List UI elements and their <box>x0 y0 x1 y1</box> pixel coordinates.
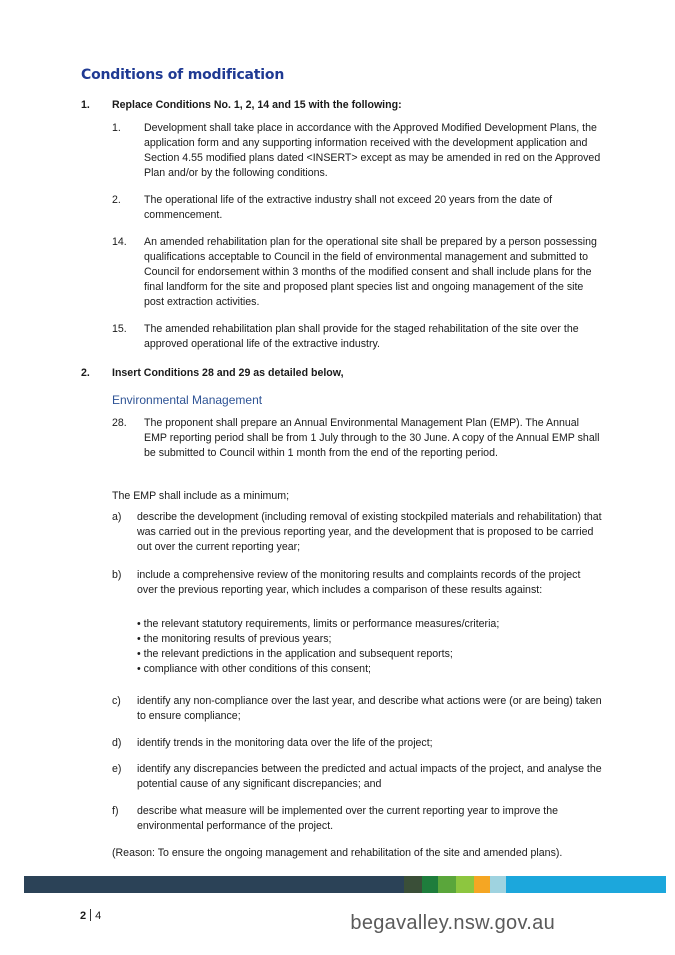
list-item-e <box>112 762 602 792</box>
condition-text: The amended rehabilitation plan shall provide for the staged rehabilitation of the site over the approved operational life of the extractive industry. <box>144 323 579 350</box>
condition-number: 1. <box>112 122 121 134</box>
list-label: e) <box>112 763 122 775</box>
footer-color-bar <box>24 876 666 893</box>
footer-bar-segment <box>24 876 404 893</box>
condition-number: 15. <box>112 323 127 335</box>
emp-intro: The EMP shall include as a minimum; <box>112 490 290 502</box>
condition-number: 28. <box>112 417 127 429</box>
condition-text: The operational life of the extractive industry shall not exceed 20 years from the date of commencement. <box>144 194 553 221</box>
page-total: 4 <box>95 910 102 922</box>
section-title: Insert Conditions 28 and 29 as detailed below, <box>112 367 344 379</box>
list-label: f) <box>112 805 119 817</box>
subheading-environmental-management: Environmental Management <box>112 393 263 407</box>
list-item-b <box>112 568 602 598</box>
condition-14 <box>112 235 602 310</box>
list-text: describe the development (including removal of existing stockpiled materials and rehabilitation) that was carried out in the previous reporting year, and the development that is proposed to be carried out over the current reporting year; <box>137 511 602 553</box>
list-item-c <box>112 694 602 724</box>
list-text: describe what measure will be implemented over the current reporting year to improve the environmental performance of the project. <box>137 805 559 832</box>
list-text: identify any discrepancies between the predicted and actual impacts of the project, and analyse the potential cause of any significant discrepancies; and <box>137 763 602 790</box>
condition-2 <box>112 193 602 223</box>
condition-text: An amended rehabilitation plan for the operational site shall be prepared by a person possessing qualifications acceptable to Council in the field of environmental management and submitted to Council for endorsement within 3 months of the modified consent and shall include plans for the final landform for the site and proposed plant species list and ongoing management of the site post extraction activities. <box>144 236 597 308</box>
list-label: c) <box>112 695 121 707</box>
section-number: 2. <box>81 367 90 379</box>
list-item-a <box>112 510 602 555</box>
footer-bar-segment <box>490 876 506 893</box>
bullet-item: • compliance with other conditions of this consent; <box>137 663 371 675</box>
list-item-f <box>112 804 602 834</box>
list-text: include a comprehensive review of the monitoring results and complaints records of the project over the previous reporting year, which includes a comparison of these results against: <box>137 569 581 596</box>
footer-bar-segment <box>506 876 666 893</box>
list-text: identify any non-compliance over the last year, and describe what actions were (or are being) taken to ensure compliance; <box>137 695 602 722</box>
condition-number: 14. <box>112 236 127 248</box>
footer-bar-segment <box>422 876 438 893</box>
condition-28 <box>112 416 602 461</box>
page-heading: Conditions of modification <box>81 67 285 83</box>
condition-1 <box>112 121 602 181</box>
footer-bar-segment <box>438 876 456 893</box>
reason-text: (Reason: To ensure the ongoing management and rehabilitation of the site and amended plans). <box>112 847 563 859</box>
list-label: d) <box>112 737 122 749</box>
page-number <box>80 909 101 922</box>
section-title: Replace Conditions No. 1, 2, 14 and 15 with the following: <box>112 99 402 111</box>
list-text: identify trends in the monitoring data over the life of the project; <box>137 737 433 749</box>
footer-bar-segment <box>404 876 422 893</box>
bullet-item: • the relevant predictions in the application and subsequent reports; <box>137 648 453 660</box>
footer-bar-segment <box>456 876 474 893</box>
website-url: begavalley.nsw.gov.au <box>350 912 555 934</box>
bullet-list <box>137 617 597 677</box>
condition-text: The proponent shall prepare an Annual Environmental Management Plan (EMP). The Annual EMP reporting period shall be from 1 July through to the 30 June. A copy of the Annual EMP shall be submitted to Council within 1 month from the end of the reporting period. <box>144 417 603 459</box>
condition-15 <box>112 322 602 352</box>
page-current: 2 <box>80 910 87 922</box>
bullet-item: • the monitoring results of previous years; <box>137 633 332 645</box>
condition-number: 2. <box>112 194 121 206</box>
section-number: 1. <box>81 99 90 111</box>
page-separator <box>90 909 91 921</box>
bullet-item: • the relevant statutory requirements, limits or performance measures/criteria; <box>137 618 500 630</box>
list-label: a) <box>112 511 122 523</box>
footer-bar-segment <box>474 876 490 893</box>
list-item-d <box>112 736 602 751</box>
list-label: b) <box>112 569 122 581</box>
condition-text: Development shall take place in accordance with the Approved Modified Development Plans, the application form and any supporting information received with the development application and Section 4.55 modified plans dated <INSERT> except as may be amended in red on the Approved Plan and/or by the following conditions. <box>144 122 601 179</box>
